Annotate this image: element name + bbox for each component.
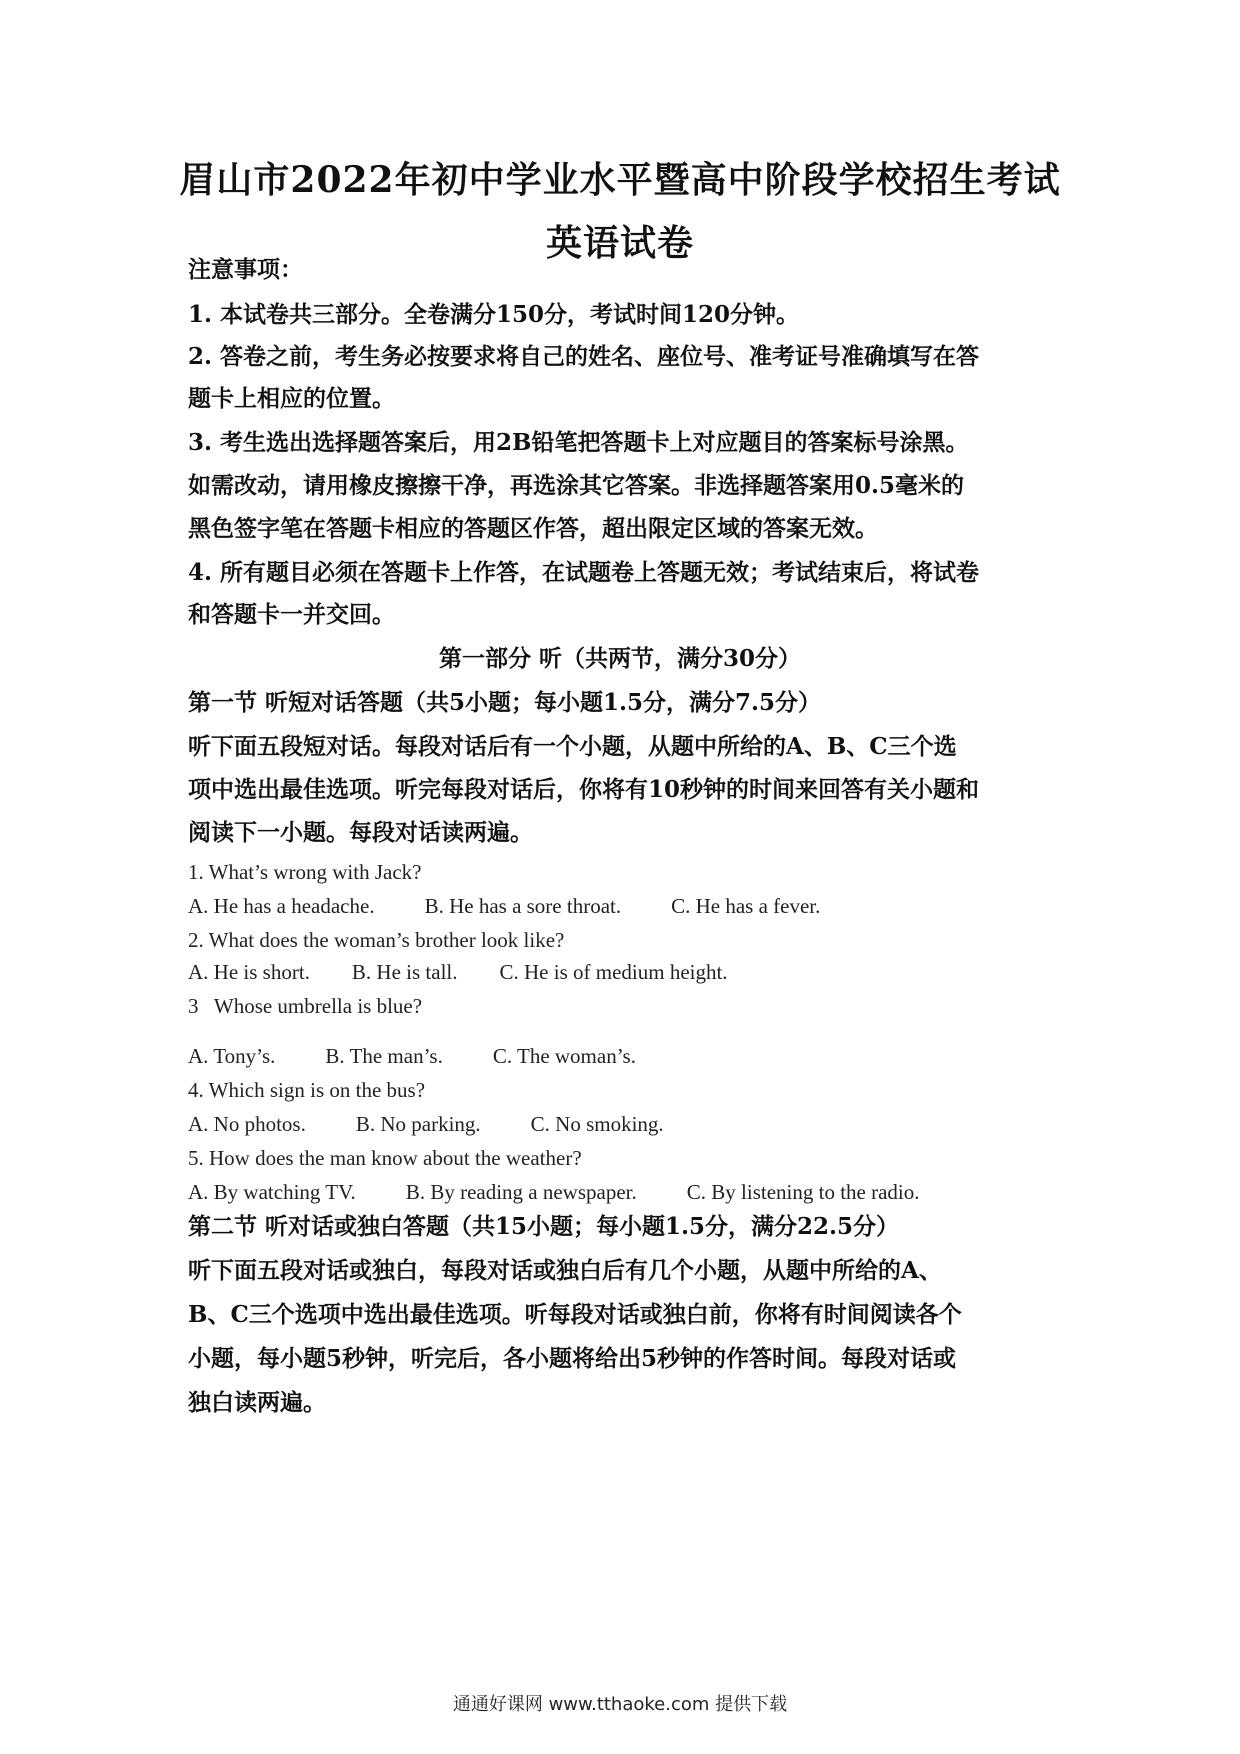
exam-title: 眉山市2022年初中学业水平暨高中阶段学校招生考试 [179,159,1061,201]
section1-heading: 第一节 听短对话答题（共5小题；每小题1.5分，满分7.5分） [188,689,822,716]
part1-heading: 第一部分 听（共两节，满分30分） [438,645,801,672]
option-c: C. The woman’s. [492,1044,636,1068]
section1-instruction: 听下面五段短对话。每段对话后有一个小题，从题中所给的A、B、C三个选 [188,733,957,760]
question-options [188,1042,1068,1070]
option-a: A. By watching TV. [188,1180,356,1204]
notes-line: 黑色签字笔在答题卡相应的答题区作答，超出限定区域的答案无效。 [188,515,878,542]
section2-instruction: B、C三个选项中选出最佳选项。听每段对话或独白前，你将有时间阅读各个 [188,1301,962,1328]
question-options [188,1110,1068,1138]
notes-line: 如需改动，请用橡皮擦擦干净，再选涂其它答案。非选择题答案用0.5毫米的 [188,472,965,499]
question-stem: 4. Which sign is on the bus? [188,1078,426,1102]
option-a: A. Tony’s. [188,1044,276,1068]
option-b: B. He has a sore throat. [424,894,622,918]
notes-line: 题卡上相应的位置。 [188,385,395,412]
exam-subtitle: 英语试卷 [545,222,694,264]
notes-line: 和答题卡一并交回。 [188,601,395,628]
option-c: C. By listening to the radio. [686,1180,920,1204]
section2-instruction: 独白读两遍。 [188,1389,326,1416]
question-options [188,892,1068,920]
page-footer: 通通好课网 www.tthaoke.com 提供下载 [452,1694,788,1715]
notes-line: 2. 答卷之前，考生务必按要求将自己的姓名、座位号、准考证号准确填写在答 [188,343,980,370]
question-stem: 2. What does the woman’s brother look like? [188,928,565,952]
option-b: B. No parking. [355,1112,481,1136]
question-options [188,958,1068,986]
section2-heading: 第二节 听对话或独白答题（共15小题；每小题1.5分，满分22.5分） [188,1213,900,1240]
section2-instruction: 小题，每小题5秒钟，听完后，各小题将给出5秒钟的作答时间。每段对话或 [188,1345,957,1372]
notes-line: 3. 考生选出选择题答案后，用2B铅笔把答题卡上对应题目的答案标号涂黑。 [188,429,969,456]
notes-heading: 注意事项： [188,256,303,283]
option-c: C. No smoking. [530,1112,664,1136]
option-a: A. He has a headache. [188,894,375,918]
question-stem: 1. What’s wrong with Jack? [188,860,422,884]
option-b: B. He is tall. [351,960,458,984]
question-stem: 3 Whose umbrella is blue? [188,994,423,1018]
notes-line: 4. 所有题目必须在答题卡上作答，在试题卷上答题无效；考试结束后，将试卷 [188,559,980,586]
option-a: A. No photos. [188,1112,306,1136]
option-b: B. By reading a newspaper. [405,1180,637,1204]
section1-instruction: 项中选出最佳选项。听完每段对话后，你将有10秒钟的时间来回答有关小题和 [188,776,980,803]
section2-instruction: 听下面五段对话或独白，每段对话或独白后有几个小题，从题中所给的A、 [188,1257,942,1284]
question-stem: 5. How does the man know about the weather? [188,1146,582,1170]
notes-line: 1. 本试卷共三部分。全卷满分150分，考试时间120分钟。 [188,301,800,328]
option-c: C. He is of medium height. [499,960,728,984]
option-a: A. He is short. [188,960,310,984]
question-options [188,1178,1068,1206]
section1-instruction: 阅读下一小题。每段对话读两遍。 [188,819,533,846]
option-c: C. He has a fever. [671,894,821,918]
option-b: B. The man’s. [325,1044,443,1068]
